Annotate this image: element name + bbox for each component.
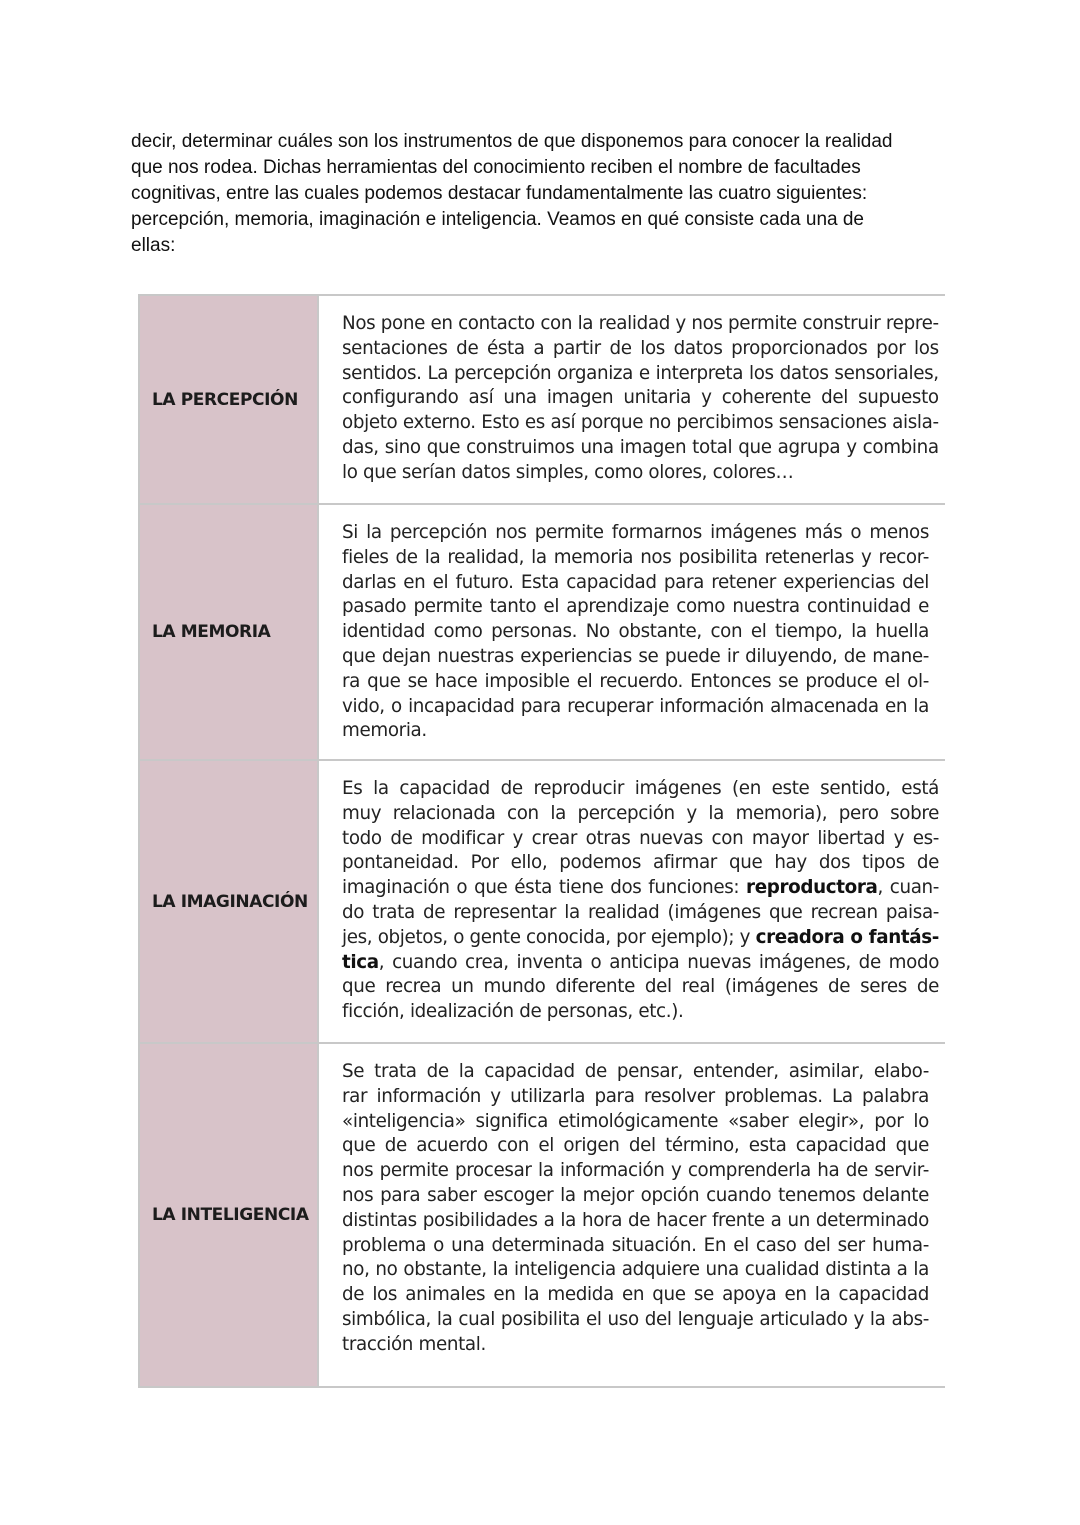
description-line: vido, o incapacidad para recuperar información almacenada en la xyxy=(342,695,929,717)
description-line: todo de modificar y crear otras nuevas con mayor libertad y es- xyxy=(342,827,940,849)
description-line: darlas en el futuro. Esta capacidad para retener experiencias del xyxy=(342,571,929,593)
description-line: «inteligencia» significa etimológicamente «saber elegir», por lo xyxy=(342,1110,929,1132)
table-row-perception xyxy=(138,296,945,505)
description-line: rar información y utilizarla para resolver problemas. La palabra xyxy=(342,1085,929,1107)
row-description xyxy=(319,1044,945,1386)
row-label: LA PERCEPCIÓN xyxy=(138,296,319,503)
description-line xyxy=(342,951,939,976)
description-text: , cuan- xyxy=(877,877,940,899)
description-line: de los animales en la medida en que se apoya en la capacidad xyxy=(342,1284,929,1306)
row-description xyxy=(319,505,945,759)
description-text: , cuando crea, inventa o anticipa nuevas imágenes, de modo xyxy=(378,951,940,973)
row-description xyxy=(319,761,955,1042)
description-line: do trata de representar la realidad (imágenes que recrean paisa- xyxy=(342,901,940,923)
emphasis-reproductora: reproductora xyxy=(746,877,878,899)
description-line: Nos pone en contacto con la realidad y nos permite construir repre- xyxy=(342,313,939,334)
description-line: Si la percepción nos permite formarnos imágenes más o menos xyxy=(342,522,929,543)
intro-line: decir, determinar cuáles son los instrumentos de que disponemos para conocer la realidad xyxy=(131,131,893,152)
intro-line: cognitivas, entre las cuales podemos destacar fundamentalmente las cuatro siguientes: xyxy=(131,183,868,204)
description-line: no, no obstante, la inteligencia adquiere una cualidad distinta a la xyxy=(342,1259,929,1281)
row-label: LA INTELIGENCIA xyxy=(138,1044,319,1386)
description-line: ra que se hace imposible el recuerdo. Entonces se produce el ol- xyxy=(342,670,929,692)
description-text: jes, objetos, o gente conocida, por ejemplo); y xyxy=(342,926,756,948)
emphasis-creadora: creadora o fantás- xyxy=(755,926,940,948)
row-description xyxy=(319,296,955,503)
emphasis-tica: tica xyxy=(342,951,379,973)
description-line: objeto externo. Esto es así porque no percibimos sensaciones aisla- xyxy=(342,412,939,434)
description-line: nos para saber escoger la mejor opción cuando tenemos delante xyxy=(342,1184,929,1206)
description-line xyxy=(342,876,939,901)
faculties-table xyxy=(138,294,945,1388)
intro-line: que nos rodea. Dichas herramientas del conocimiento reciben el nombre de facultades xyxy=(131,157,861,178)
row-label: LA MEMORIA xyxy=(138,505,319,759)
intro-line: ellas: xyxy=(131,235,176,256)
table-row-imagination xyxy=(138,761,945,1044)
description-line xyxy=(342,926,939,951)
description-line: lo que serían datos simples, como olores, colores… xyxy=(342,461,794,483)
description-line: memoria. xyxy=(342,720,427,742)
description-line: pasado permite tanto el aprendizaje como nuestra continuidad e xyxy=(342,596,929,618)
description-line: identidad como personas. No obstante, con el tiempo, la huella xyxy=(342,621,929,643)
description-line: configurando así una imagen unitaria y coherente del supuesto xyxy=(342,387,939,409)
description-line: simbólica, la cual posibilita el uso del lenguaje articulado y la abs- xyxy=(342,1308,929,1330)
table-row-intelligence xyxy=(138,1044,945,1388)
intro-paragraph xyxy=(131,129,951,259)
description-text: imaginación o que ésta tiene dos funciones: xyxy=(342,877,747,899)
description-line: muy relacionada con la percepción y la memoria), pero sobre xyxy=(342,802,940,824)
description-line: Es la capacidad de reproducir imágenes (en este sentido, está xyxy=(342,778,940,799)
description-line: nos permite procesar la información y comprenderla ha de servir- xyxy=(342,1160,929,1182)
description-line: sentaciones de ésta a partir de los datos proporcionados por los xyxy=(342,337,939,359)
table-row-memory xyxy=(138,505,945,761)
intro-line: percepción, memoria, imaginación e inteligencia. Veamos en qué consiste cada una de xyxy=(131,209,865,230)
description-line: fieles de la realidad, la memoria nos posibilita retenerlas y recor- xyxy=(342,546,929,568)
description-line: tracción mental. xyxy=(342,1333,486,1355)
description-line: pontaneidad. Por ello, podemos afirmar que hay dos tipos de xyxy=(342,852,940,874)
description-line: distintas posibilidades a la hora de hacer frente a un determinado xyxy=(342,1209,929,1231)
description-line: sentidos. La percepción organiza e interpreta los datos sensoriales, xyxy=(342,362,939,384)
row-label: LA IMAGINACIÓN xyxy=(138,761,319,1042)
description-line: que de acuerdo con el origen del término, esta capacidad que xyxy=(342,1135,929,1157)
description-line: das, sino que construimos una imagen total que agrupa y combina xyxy=(342,436,939,458)
description-line: que recrea un mundo diferente del real (imágenes de seres de xyxy=(342,976,940,998)
description-line: problema o una determinada situación. En el caso del ser huma- xyxy=(342,1234,929,1256)
description-line: Se trata de la capacidad de pensar, entender, asimilar, elabo- xyxy=(342,1061,929,1082)
description-line: que dejan nuestras experiencias se puede ir diluyendo, de mane- xyxy=(342,645,929,667)
description-line: ficción, idealización de personas, etc.). xyxy=(342,1001,684,1023)
